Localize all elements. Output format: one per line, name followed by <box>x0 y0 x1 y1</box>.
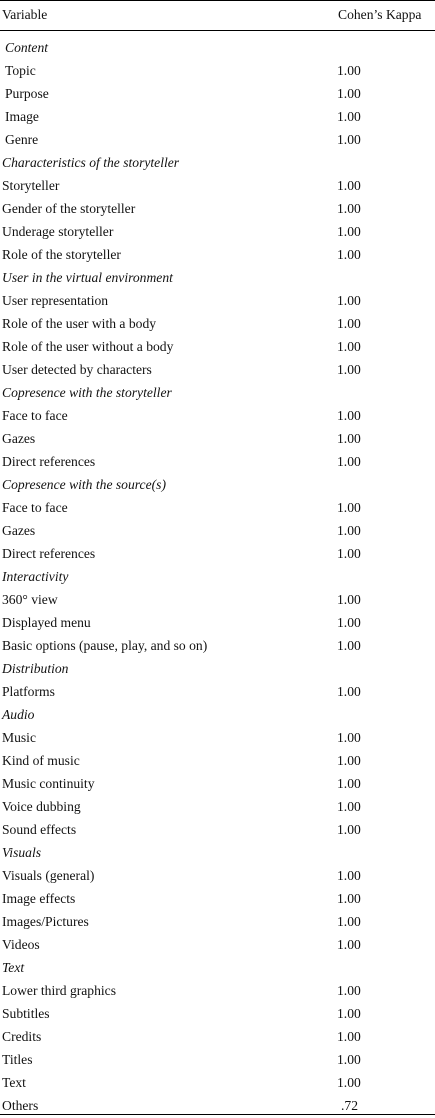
kappa-value: 1.00 <box>337 592 361 607</box>
section-heading: User in the virtual environment <box>2 270 173 285</box>
kappa-value: 1.00 <box>337 362 361 377</box>
row-label: Gazes <box>2 431 36 446</box>
row-label: Face to face <box>2 408 68 423</box>
row-label: Image <box>5 109 39 124</box>
kappa-value: 1.00 <box>337 937 361 952</box>
kappa-value: 1.00 <box>337 86 361 101</box>
row-label: Music <box>2 730 36 745</box>
section-heading: Distribution <box>2 661 69 676</box>
row-label: Underage storyteller <box>2 224 114 239</box>
kappa-value: 1.00 <box>337 454 361 469</box>
row-label: User representation <box>2 293 109 308</box>
row-label: Platforms <box>2 684 55 699</box>
kappa-value: 1.00 <box>337 615 361 630</box>
row-label: Kind of music <box>2 753 80 768</box>
header-rule <box>0 30 435 31</box>
row-label: User detected by characters <box>2 362 152 377</box>
section-heading: Copresence with the storyteller <box>2 385 172 400</box>
kappa-value: 1.00 <box>337 1052 361 1067</box>
section-heading: Interactivity <box>2 569 69 584</box>
section-heading: Visuals <box>2 845 42 860</box>
row-label: Lower third graphics <box>2 983 117 998</box>
kappa-value: 1.00 <box>337 1029 361 1044</box>
kappa-value: 1.00 <box>337 247 361 262</box>
header-variable: Variable <box>2 7 48 22</box>
kappa-value: 1.00 <box>337 500 361 515</box>
row-label: Storyteller <box>2 178 60 193</box>
kappa-value: 1.00 <box>337 891 361 906</box>
table-bottom-rule <box>0 1114 435 1115</box>
row-label: Subtitles <box>2 1006 50 1021</box>
kappa-value: 1.00 <box>337 109 361 124</box>
row-label: Role of the storyteller <box>2 247 121 262</box>
section-heading: Content <box>5 40 49 55</box>
kappa-value: 1.00 <box>337 201 361 216</box>
kappa-value: 1.00 <box>337 316 361 331</box>
section-heading: Audio <box>2 707 35 722</box>
kappa-value: 1.00 <box>337 638 361 653</box>
kappa-value: 1.00 <box>337 914 361 929</box>
row-label: Face to face <box>2 500 68 515</box>
section-heading: Text <box>2 960 25 975</box>
row-label: Direct references <box>2 546 96 561</box>
kappa-value: 1.00 <box>337 132 361 147</box>
kappa-value: 1.00 <box>337 684 361 699</box>
row-label: Displayed menu <box>2 615 91 630</box>
kappa-value: 1.00 <box>337 1075 361 1090</box>
row-label: Purpose <box>5 86 49 101</box>
row-label: Genre <box>5 132 39 147</box>
row-label: Voice dubbing <box>2 799 81 814</box>
row-label: Text <box>2 1075 26 1090</box>
row-label: Visuals (general) <box>2 868 95 883</box>
row-label: Videos <box>2 937 40 952</box>
row-label: Topic <box>5 63 36 78</box>
kappa-value: 1.00 <box>337 339 361 354</box>
row-label: Basic options (pause, play, and so on) <box>2 638 208 653</box>
row-label: Credits <box>2 1029 42 1044</box>
row-label: Titles <box>2 1052 33 1067</box>
kappa-value: 1.00 <box>337 408 361 423</box>
kappa-value: 1.00 <box>337 983 361 998</box>
kappa-value: 1.00 <box>337 1006 361 1021</box>
kappa-value: 1.00 <box>337 546 361 561</box>
kappa-value: 1.00 <box>337 293 361 308</box>
kappa-value: 1.00 <box>337 868 361 883</box>
kappa-value: 1.00 <box>337 178 361 193</box>
row-label: Direct references <box>2 454 96 469</box>
table-top-rule <box>0 0 435 1</box>
kappa-value: 1.00 <box>337 822 361 837</box>
kappa-value: .72 <box>341 1098 358 1113</box>
kappa-value: 1.00 <box>337 63 361 78</box>
kappa-value: 1.00 <box>337 431 361 446</box>
row-label: Role of the user without a body <box>2 339 174 354</box>
kappa-value: 1.00 <box>337 776 361 791</box>
section-heading: Characteristics of the storyteller <box>2 155 180 170</box>
row-label: Role of the user with a body <box>2 316 157 331</box>
row-label: Sound effects <box>2 822 77 837</box>
header-kappa: Cohen’s Kappa <box>338 7 422 22</box>
row-label: Music continuity <box>2 776 95 791</box>
row-label: 360° view <box>2 592 58 607</box>
kappa-value: 1.00 <box>337 523 361 538</box>
row-label: Gender of the storyteller <box>2 201 136 216</box>
kappa-value: 1.00 <box>337 753 361 768</box>
row-label: Image effects <box>2 891 76 906</box>
row-label: Gazes <box>2 523 36 538</box>
section-heading: Copresence with the source(s) <box>2 477 166 492</box>
row-label: Images/Pictures <box>2 914 89 929</box>
kappa-value: 1.00 <box>337 799 361 814</box>
kappa-value: 1.00 <box>337 224 361 239</box>
row-label: Others <box>2 1098 39 1113</box>
kappa-value: 1.00 <box>337 730 361 745</box>
